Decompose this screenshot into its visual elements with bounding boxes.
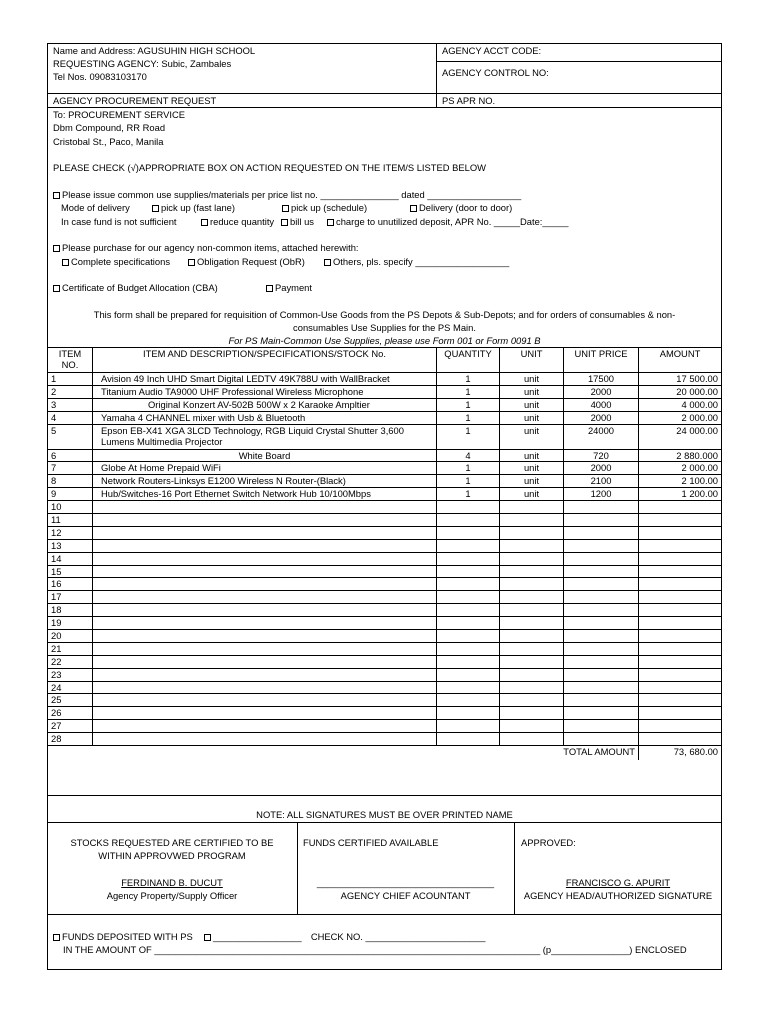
issue-option — [53, 189, 521, 200]
funds-deposited-row — [53, 931, 485, 942]
ps-apr-no: PS APR NO. — [442, 95, 496, 106]
unit-cell — [500, 604, 564, 617]
funds-certified: FUNDS CERTIFIED AVAILABLE — [303, 837, 439, 848]
amount-cell: 1 200.00 — [639, 488, 722, 501]
cba-option — [53, 282, 218, 293]
unit-cell — [500, 565, 564, 578]
to-line-2: Dbm Compound, RR Road — [53, 122, 166, 133]
acct-code-divider — [436, 61, 722, 62]
col-quantity: QUANTITY — [437, 348, 500, 373]
bill-option — [281, 216, 314, 227]
quantity-cell — [437, 642, 500, 655]
unit-price-cell — [564, 514, 639, 527]
table-row — [48, 694, 722, 707]
item-no-cell: 25 — [48, 694, 93, 707]
table-row — [48, 373, 722, 386]
unit-price-cell: 2000 — [564, 462, 639, 475]
approved-label: APPROVED: — [521, 837, 576, 848]
unit-price-cell — [564, 720, 639, 733]
amount-cell: 17 500.00 — [639, 373, 722, 386]
item-no-cell: 23 — [48, 668, 93, 681]
quantity-cell: 1 — [437, 462, 500, 475]
description-cell: Globe At Home Prepaid WiFi — [93, 462, 437, 475]
table-row — [48, 385, 722, 398]
table-row — [48, 578, 722, 591]
obligation-option — [188, 256, 305, 267]
amount-cell — [639, 539, 722, 552]
amount-cell: 2 000.00 — [639, 411, 722, 424]
others-option — [324, 256, 509, 267]
table-row — [48, 681, 722, 694]
others-checkbox[interactable] — [324, 259, 331, 266]
funds-blank-checkbox[interactable] — [204, 934, 211, 941]
quantity-cell: 1 — [437, 411, 500, 424]
quantity-cell: 1 — [437, 488, 500, 501]
amount-cell — [639, 565, 722, 578]
quantity-cell — [437, 526, 500, 539]
pickup-sched-label: pick up (schedule) — [291, 202, 368, 213]
amount-cell — [639, 707, 722, 720]
delivery-checkbox[interactable] — [410, 205, 417, 212]
description-cell — [93, 694, 437, 707]
total-row — [48, 746, 722, 761]
quantity-cell — [437, 617, 500, 630]
item-no-cell: 1 — [48, 373, 93, 386]
unit-price-cell — [564, 539, 639, 552]
unit-price-cell: 4000 — [564, 398, 639, 411]
item-no-cell: 19 — [48, 617, 93, 630]
item-no-cell: 24 — [48, 681, 93, 694]
table-row — [48, 488, 722, 501]
unit-cell — [500, 681, 564, 694]
insufficient-row — [61, 216, 177, 227]
item-no-cell: 4 — [48, 411, 93, 424]
item-no-cell: 21 — [48, 642, 93, 655]
quantity-cell: 1 — [437, 475, 500, 488]
funds-deposited-checkbox[interactable] — [53, 934, 60, 941]
unit-price-cell — [564, 501, 639, 514]
certified-line-1: STOCKS REQUESTED ARE CERTIFIED TO BE — [70, 837, 274, 848]
unit-price-cell — [564, 526, 639, 539]
unit-price-cell — [564, 681, 639, 694]
unit-cell: unit — [500, 462, 564, 475]
item-no-cell: 18 — [48, 604, 93, 617]
amount-line: IN THE AMOUNT OF __________________________________________________________________________ (p_______________) ENCLOSED — [63, 944, 687, 955]
amount-cell — [639, 681, 722, 694]
sig-bottom-line — [47, 914, 722, 915]
tel-nos: Tel Nos. 09083103170 — [53, 71, 147, 82]
unit-cell: unit — [500, 488, 564, 501]
col-amount: AMOUNT — [639, 348, 722, 373]
total-value: 73, 680.00 — [639, 746, 722, 761]
table-row — [48, 617, 722, 630]
complete-checkbox[interactable] — [62, 259, 69, 266]
description-cell: Original Konzert AV-502B 500W x 2 Karaoke Ampltier — [93, 398, 437, 411]
quantity-cell — [437, 655, 500, 668]
table-row — [48, 501, 722, 514]
description-cell — [93, 720, 437, 733]
amount-cell — [639, 720, 722, 733]
table-row — [48, 720, 722, 733]
unit-price-cell — [564, 591, 639, 604]
description-cell: Titanium Audio TA9000 UHF Professional Wireless Microphone — [93, 385, 437, 398]
head-name: FRANCISCO G. APURIT — [565, 877, 671, 888]
unit-cell — [500, 514, 564, 527]
complete-option — [62, 256, 170, 267]
reduce-checkbox[interactable] — [201, 219, 208, 226]
description-cell — [93, 565, 437, 578]
accountant-title: AGENCY CHIEF ACOUNTANT — [340, 890, 471, 901]
amount-cell: 2 000.00 — [639, 462, 722, 475]
item-no-cell: 13 — [48, 539, 93, 552]
amount-cell — [639, 733, 722, 746]
description-cell — [93, 630, 437, 643]
item-no-cell: 12 — [48, 526, 93, 539]
quantity-cell — [437, 539, 500, 552]
item-no-cell: 6 — [48, 449, 93, 462]
amount-cell — [639, 630, 722, 643]
name-address: Name and Address: AGUSUHIN HIGH SCHOOL — [53, 45, 256, 56]
table-row — [48, 514, 722, 527]
form-note-1: This form shall be prepared for requisition of Common-Use Goods from the PS Depots & Sub-Depots; and for orders of consumables & non- — [93, 309, 676, 320]
quantity-cell — [437, 604, 500, 617]
to-line-3: Cristobal St., Paco, Manila — [53, 136, 164, 147]
unit-price-cell — [564, 694, 639, 707]
unit-price-cell — [564, 733, 639, 746]
amount-cell — [639, 578, 722, 591]
unit-cell — [500, 694, 564, 707]
note-bottom-line — [47, 822, 722, 823]
quantity-cell: 1 — [437, 424, 500, 449]
unit-cell — [500, 617, 564, 630]
description-cell: Hub/Switches-16 Port Ethernet Switch Network Hub 10/100Mbps — [93, 488, 437, 501]
certified-line-2: WITHIN APPROVWED PROGRAM — [98, 850, 246, 861]
check-instruction: PLEASE CHECK (√)APPROPRIATE BOX ON ACTION REQUESTED ON THE ITEM/S LISTED BELOW — [53, 162, 487, 173]
unit-cell — [500, 501, 564, 514]
purchase-checkbox[interactable] — [53, 245, 60, 252]
unit-cell — [500, 720, 564, 733]
unit-price-cell — [564, 668, 639, 681]
issue-checkbox[interactable] — [53, 192, 60, 199]
unit-cell — [500, 630, 564, 643]
item-no-cell: 7 — [48, 462, 93, 475]
col-unit-price: UNIT PRICE — [564, 348, 639, 373]
table-row — [48, 462, 722, 475]
table-row — [48, 655, 722, 668]
unit-cell — [500, 578, 564, 591]
amount-cell — [639, 552, 722, 565]
description-cell — [93, 552, 437, 565]
item-no-cell: 8 — [48, 475, 93, 488]
quantity-cell — [437, 565, 500, 578]
pickup-fast-checkbox[interactable] — [152, 205, 159, 212]
mode-label: Mode of delivery — [61, 202, 130, 213]
table-row — [48, 398, 722, 411]
item-no-cell: 22 — [48, 655, 93, 668]
unit-price-cell — [564, 578, 639, 591]
unit-cell — [500, 539, 564, 552]
agency-acct-code: AGENCY ACCT CODE: — [442, 45, 542, 56]
amount-cell: 4 000.00 — [639, 398, 722, 411]
header-bottom-line — [47, 93, 722, 94]
quantity-cell — [437, 668, 500, 681]
unit-price-cell — [564, 642, 639, 655]
reduce-label: reduce quantity — [210, 216, 275, 227]
quantity-cell — [437, 552, 500, 565]
item-no-cell: 26 — [48, 707, 93, 720]
unit-price-cell: 2100 — [564, 475, 639, 488]
item-no-cell: 14 — [48, 552, 93, 565]
unit-price-cell: 2000 — [564, 385, 639, 398]
others-label: Others, pls. specify __________________ — [333, 256, 510, 267]
officer-title: Agency Property/Supply Officer — [106, 890, 238, 901]
item-no-cell: 5 — [48, 424, 93, 449]
unit-cell: unit — [500, 475, 564, 488]
unit-cell — [500, 655, 564, 668]
request-bottom-line — [47, 107, 722, 108]
pickup-fast-label: pick up (fast lane) — [161, 202, 235, 213]
amount-cell — [639, 668, 722, 681]
delivery-option — [410, 202, 512, 213]
funds-deposited-label: FUNDS DEPOSITED WITH PS — [62, 931, 193, 942]
unit-price-cell — [564, 565, 639, 578]
quantity-cell: 1 — [437, 373, 500, 386]
complete-label: Complete specifications — [71, 256, 171, 267]
amount-cell — [639, 617, 722, 630]
payment-checkbox[interactable] — [266, 285, 273, 292]
bill-checkbox[interactable] — [281, 219, 288, 226]
unit-cell — [500, 707, 564, 720]
quantity-cell: 1 — [437, 385, 500, 398]
quantity-cell — [437, 720, 500, 733]
table-row — [48, 424, 722, 449]
amount-cell: 2 100.00 — [639, 475, 722, 488]
unit-cell: unit — [500, 385, 564, 398]
mode-of-delivery — [61, 202, 130, 213]
description-cell — [93, 668, 437, 681]
item-no-cell: 16 — [48, 578, 93, 591]
funds-blank-line: _________________ — [212, 931, 302, 942]
unit-price-cell: 2000 — [564, 411, 639, 424]
table-row — [48, 604, 722, 617]
description-cell — [93, 681, 437, 694]
amount-cell — [639, 604, 722, 617]
table-row — [48, 565, 722, 578]
unit-price-cell: 24000 — [564, 424, 639, 449]
amount-cell — [639, 591, 722, 604]
requesting-agency: REQUESTING AGENCY: Subic, Zambales — [53, 58, 232, 69]
col-unit: UNIT — [500, 348, 564, 373]
unit-cell — [500, 733, 564, 746]
issue-label: Please issue common use supplies/materials per price list no. _______________ dated __________________ — [62, 189, 522, 200]
description-cell — [93, 604, 437, 617]
quantity-cell: 4 — [437, 449, 500, 462]
unit-price-cell: 17500 — [564, 373, 639, 386]
pickup-sched-checkbox[interactable] — [282, 205, 289, 212]
amount-cell: 24 000.00 — [639, 424, 722, 449]
item-no-cell: 9 — [48, 488, 93, 501]
cba-label: Certificate of Budget Allocation (CBA) — [62, 282, 218, 293]
to-line-1: To: PROCUREMENT SERVICE — [53, 109, 185, 120]
quantity-cell — [437, 733, 500, 746]
amount-cell — [639, 501, 722, 514]
item-no-cell: 3 — [48, 398, 93, 411]
unit-cell — [500, 552, 564, 565]
amount-cell — [639, 655, 722, 668]
table-row — [48, 411, 722, 424]
item-no-cell: 20 — [48, 630, 93, 643]
col-description: ITEM AND DESCRIPTION/SPECIFICATIONS/STOCK No. — [93, 348, 437, 373]
pickup-sched-option — [282, 202, 367, 213]
quantity-cell: 1 — [437, 398, 500, 411]
unit-cell — [500, 591, 564, 604]
quantity-cell — [437, 578, 500, 591]
table-row — [48, 733, 722, 746]
col-item-no: ITEM NO. — [48, 348, 93, 373]
agency-control-no: AGENCY CONTROL NO: — [442, 67, 549, 78]
description-cell — [93, 578, 437, 591]
cba-checkbox[interactable] — [53, 285, 60, 292]
unit-price-cell — [564, 707, 639, 720]
description-cell — [93, 526, 437, 539]
description-cell — [93, 617, 437, 630]
quantity-cell — [437, 630, 500, 643]
head-title: AGENCY HEAD/AUTHORIZED SIGNATURE — [523, 890, 713, 901]
reduce-option — [201, 216, 274, 227]
unit-price-cell — [564, 604, 639, 617]
unit-cell: unit — [500, 373, 564, 386]
unit-cell: unit — [500, 424, 564, 449]
table-row — [48, 539, 722, 552]
form-note-2: consumables Use Supplies for the PS Main. — [293, 322, 476, 333]
amount-cell — [639, 514, 722, 527]
obligation-label: Obligation Request (ObR) — [197, 256, 305, 267]
amount-cell — [639, 694, 722, 707]
description-cell — [93, 591, 437, 604]
unit-price-cell: 1200 — [564, 488, 639, 501]
unit-cell — [500, 668, 564, 681]
description-cell: White Board — [93, 449, 437, 462]
item-no-cell: 15 — [48, 565, 93, 578]
unit-cell: unit — [500, 449, 564, 462]
item-no-cell: 10 — [48, 501, 93, 514]
item-no-cell: 28 — [48, 733, 93, 746]
description-cell: Avision 49 Inch UHD Smart Digital LEDTV 49K788U with WallBracket — [93, 373, 437, 386]
table-row — [48, 449, 722, 462]
amount-cell — [639, 642, 722, 655]
charge-option — [327, 216, 568, 227]
description-cell: Yamaha 4 CHANNEL mixer with Usb & Bluetooth — [93, 411, 437, 424]
form-note-3: For PS Main-Common Use Supplies, please use Form 001 or Form 0091 B — [228, 335, 541, 346]
unit-cell — [500, 526, 564, 539]
total-bottom-line — [47, 795, 722, 796]
description-cell — [93, 642, 437, 655]
total-label: TOTAL AMOUNT — [48, 746, 639, 761]
payment-label: Payment — [275, 282, 312, 293]
table-row — [48, 707, 722, 720]
item-no-cell: 27 — [48, 720, 93, 733]
header-divider — [436, 43, 437, 107]
table-row — [48, 591, 722, 604]
description-cell — [93, 733, 437, 746]
table-row — [48, 526, 722, 539]
item-no-cell: 11 — [48, 514, 93, 527]
unit-cell — [500, 642, 564, 655]
unit-price-cell: 720 — [564, 449, 639, 462]
table-row — [48, 630, 722, 643]
signature-note: NOTE: ALL SIGNATURES MUST BE OVER PRINTED NAME — [256, 809, 513, 820]
purchase-label: Please purchase for our agency non-common items, attached herewith: — [62, 242, 359, 253]
charge-checkbox[interactable] — [327, 219, 334, 226]
table-header-row — [48, 348, 722, 373]
quantity-cell — [437, 501, 500, 514]
description-cell — [93, 501, 437, 514]
unit-price-cell — [564, 655, 639, 668]
officer-name: FERDINAND B. DUCUT — [121, 877, 223, 888]
bill-label: bill us — [290, 216, 314, 227]
check-no: CHECK NO. _______________________ — [310, 931, 486, 942]
item-no-cell: 17 — [48, 591, 93, 604]
table-row — [48, 642, 722, 655]
payment-option — [266, 282, 312, 293]
items-table — [47, 347, 722, 760]
description-cell: Network Routers-Linksys E1200 Wireless N Router-(Black) — [93, 475, 437, 488]
obligation-checkbox[interactable] — [188, 259, 195, 266]
quantity-cell — [437, 514, 500, 527]
description-cell — [93, 514, 437, 527]
description-cell — [93, 655, 437, 668]
insufficient-label: In case fund is not sufficient — [61, 216, 177, 227]
quantity-cell — [437, 707, 500, 720]
unit-cell: unit — [500, 411, 564, 424]
quantity-cell — [437, 681, 500, 694]
amount-cell — [639, 526, 722, 539]
unit-cell: unit — [500, 398, 564, 411]
agency-procurement-request: AGENCY PROCUREMENT REQUEST — [53, 95, 217, 106]
delivery-label: Delivery (door to door) — [419, 202, 513, 213]
table-row — [48, 668, 722, 681]
table-row — [48, 552, 722, 565]
charge-label: charge to unutilized deposit, APR No. _____Date:_____ — [336, 216, 569, 227]
amount-cell: 2 880.000 — [639, 449, 722, 462]
unit-price-cell — [564, 617, 639, 630]
accountant-signature-line: __________________________________ — [316, 877, 495, 888]
pickup-fast-option — [152, 202, 235, 213]
description-cell: Epson EB-X41 XGA 3LCD Technology, RGB Liquid Crystal Shutter 3,600 Lumens Multimedia Projector — [93, 424, 437, 449]
purchase-option — [53, 242, 359, 253]
quantity-cell — [437, 694, 500, 707]
item-no-cell: 2 — [48, 385, 93, 398]
description-cell — [93, 707, 437, 720]
amount-cell: 20 000.00 — [639, 385, 722, 398]
description-cell — [93, 539, 437, 552]
table-row — [48, 475, 722, 488]
unit-price-cell — [564, 630, 639, 643]
quantity-cell — [437, 591, 500, 604]
unit-price-cell — [564, 552, 639, 565]
